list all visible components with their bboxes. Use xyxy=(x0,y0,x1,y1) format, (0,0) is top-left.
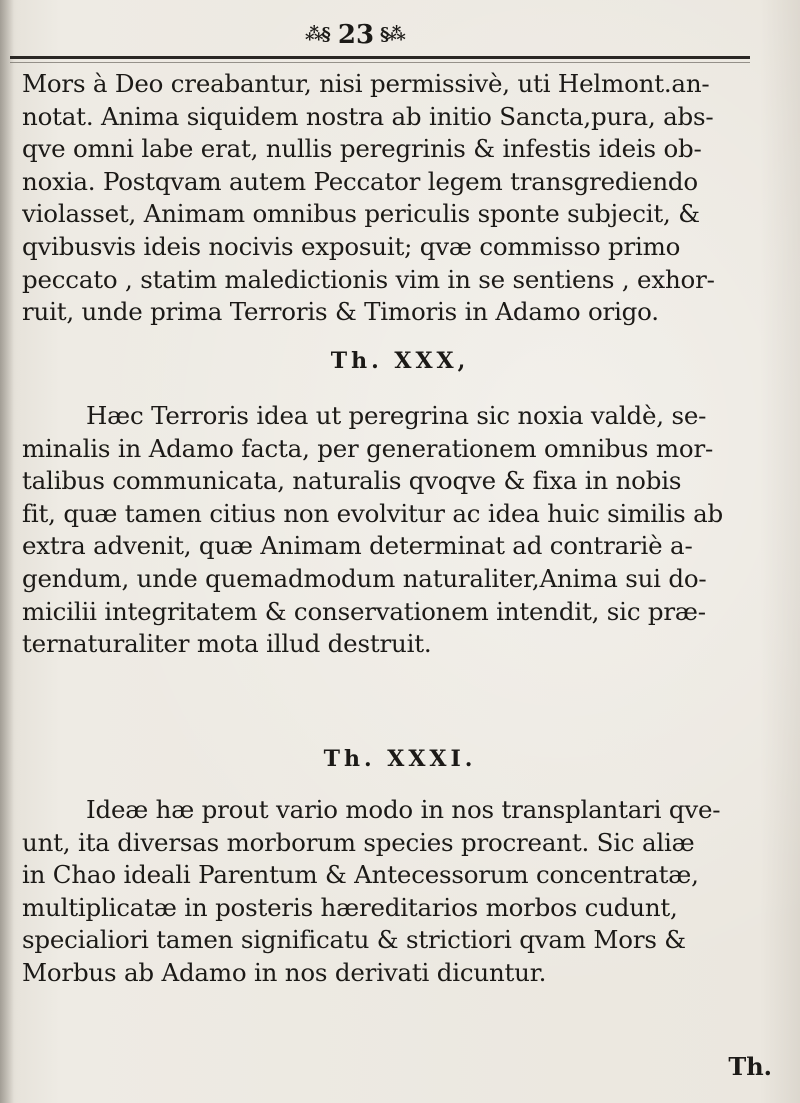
text-line: peccato , statim maledictionis vim in se sentiens , exhor- xyxy=(22,264,715,294)
text-line: Mors à Deo creabantur, nisi permissivè, uti Helmont.an- xyxy=(22,69,710,98)
text-line: qvibusvis ideis nocivis exposuit; qvæ commisso primo xyxy=(22,231,681,261)
header-rule xyxy=(10,56,750,59)
text-line: in Chao ideali Parentum & Antecessorum concentratæ, xyxy=(22,860,699,890)
text-line: multiplicatæ in posteris hæreditarios morbos cudunt, xyxy=(22,892,678,922)
paragraph-mors xyxy=(22,68,772,329)
text-line: gendum, unde quemadmodum naturaliter,Anima sui do- xyxy=(22,563,707,593)
header-rule-thin xyxy=(10,62,750,63)
catchword: Th. xyxy=(728,1052,772,1081)
text-line: fit, quæ tamen citius non evolvitur ac idea huic similis ab xyxy=(22,498,723,528)
page-header xyxy=(0,4,800,64)
paragraph-thesis-xxx xyxy=(22,400,772,661)
page-number: 23 xyxy=(337,20,375,50)
text-line: micilii integritatem & conservationem intendit, sic præ- xyxy=(22,596,706,626)
text-line: noxia. Postqvam autem Peccator legem transgrediendo xyxy=(22,166,698,196)
text-line: violasset, Animam omnibus periculis sponte subjecit, & xyxy=(22,199,700,229)
text-line: Ideæ hæ prout vario modo in nos transplantari qve- xyxy=(86,795,721,824)
text-line: notat. Anima siquidem nostra ab initio Sancta,pura, abs- xyxy=(22,101,714,131)
paragraph-thesis-xxxi xyxy=(22,794,772,990)
text-line: qve omni labe erat, nullis peregrinis & infestis ideis ob- xyxy=(22,134,702,164)
text-line: minalis in Adamo facta, per generationem omnibus mor- xyxy=(22,433,714,463)
text-line: unt, ita diversas morborum species procreant. Sic aliæ xyxy=(22,827,695,857)
text-line: Morbus ab Adamo in nos derivati dicuntur. xyxy=(22,957,547,987)
left-ornament: ⁂§ xyxy=(305,24,329,45)
thesis-heading-xxxi: Th. XXXI. xyxy=(323,746,477,772)
text-line: Hæc Terroris idea ut peregrina sic noxia valdè, se- xyxy=(86,401,707,430)
right-ornament: §⁂ xyxy=(380,24,404,45)
text-line: extra advenit, quæ Animam determinat ad contrariè a- xyxy=(22,531,693,561)
text-line: specialiori tamen significatu & strictiori qvam Mors & xyxy=(22,925,686,955)
text-line: talibus communicata, naturalis qvoqve & fixa in nobis xyxy=(22,466,682,496)
binding-shadow xyxy=(0,0,14,1103)
text-line: ternaturaliter mota illud destruit. xyxy=(22,629,432,659)
text-line: ruit, unde prima Terroris & Timoris in Adamo origo. xyxy=(22,297,659,327)
thesis-heading-xxx: Th. XXX, xyxy=(330,348,470,374)
